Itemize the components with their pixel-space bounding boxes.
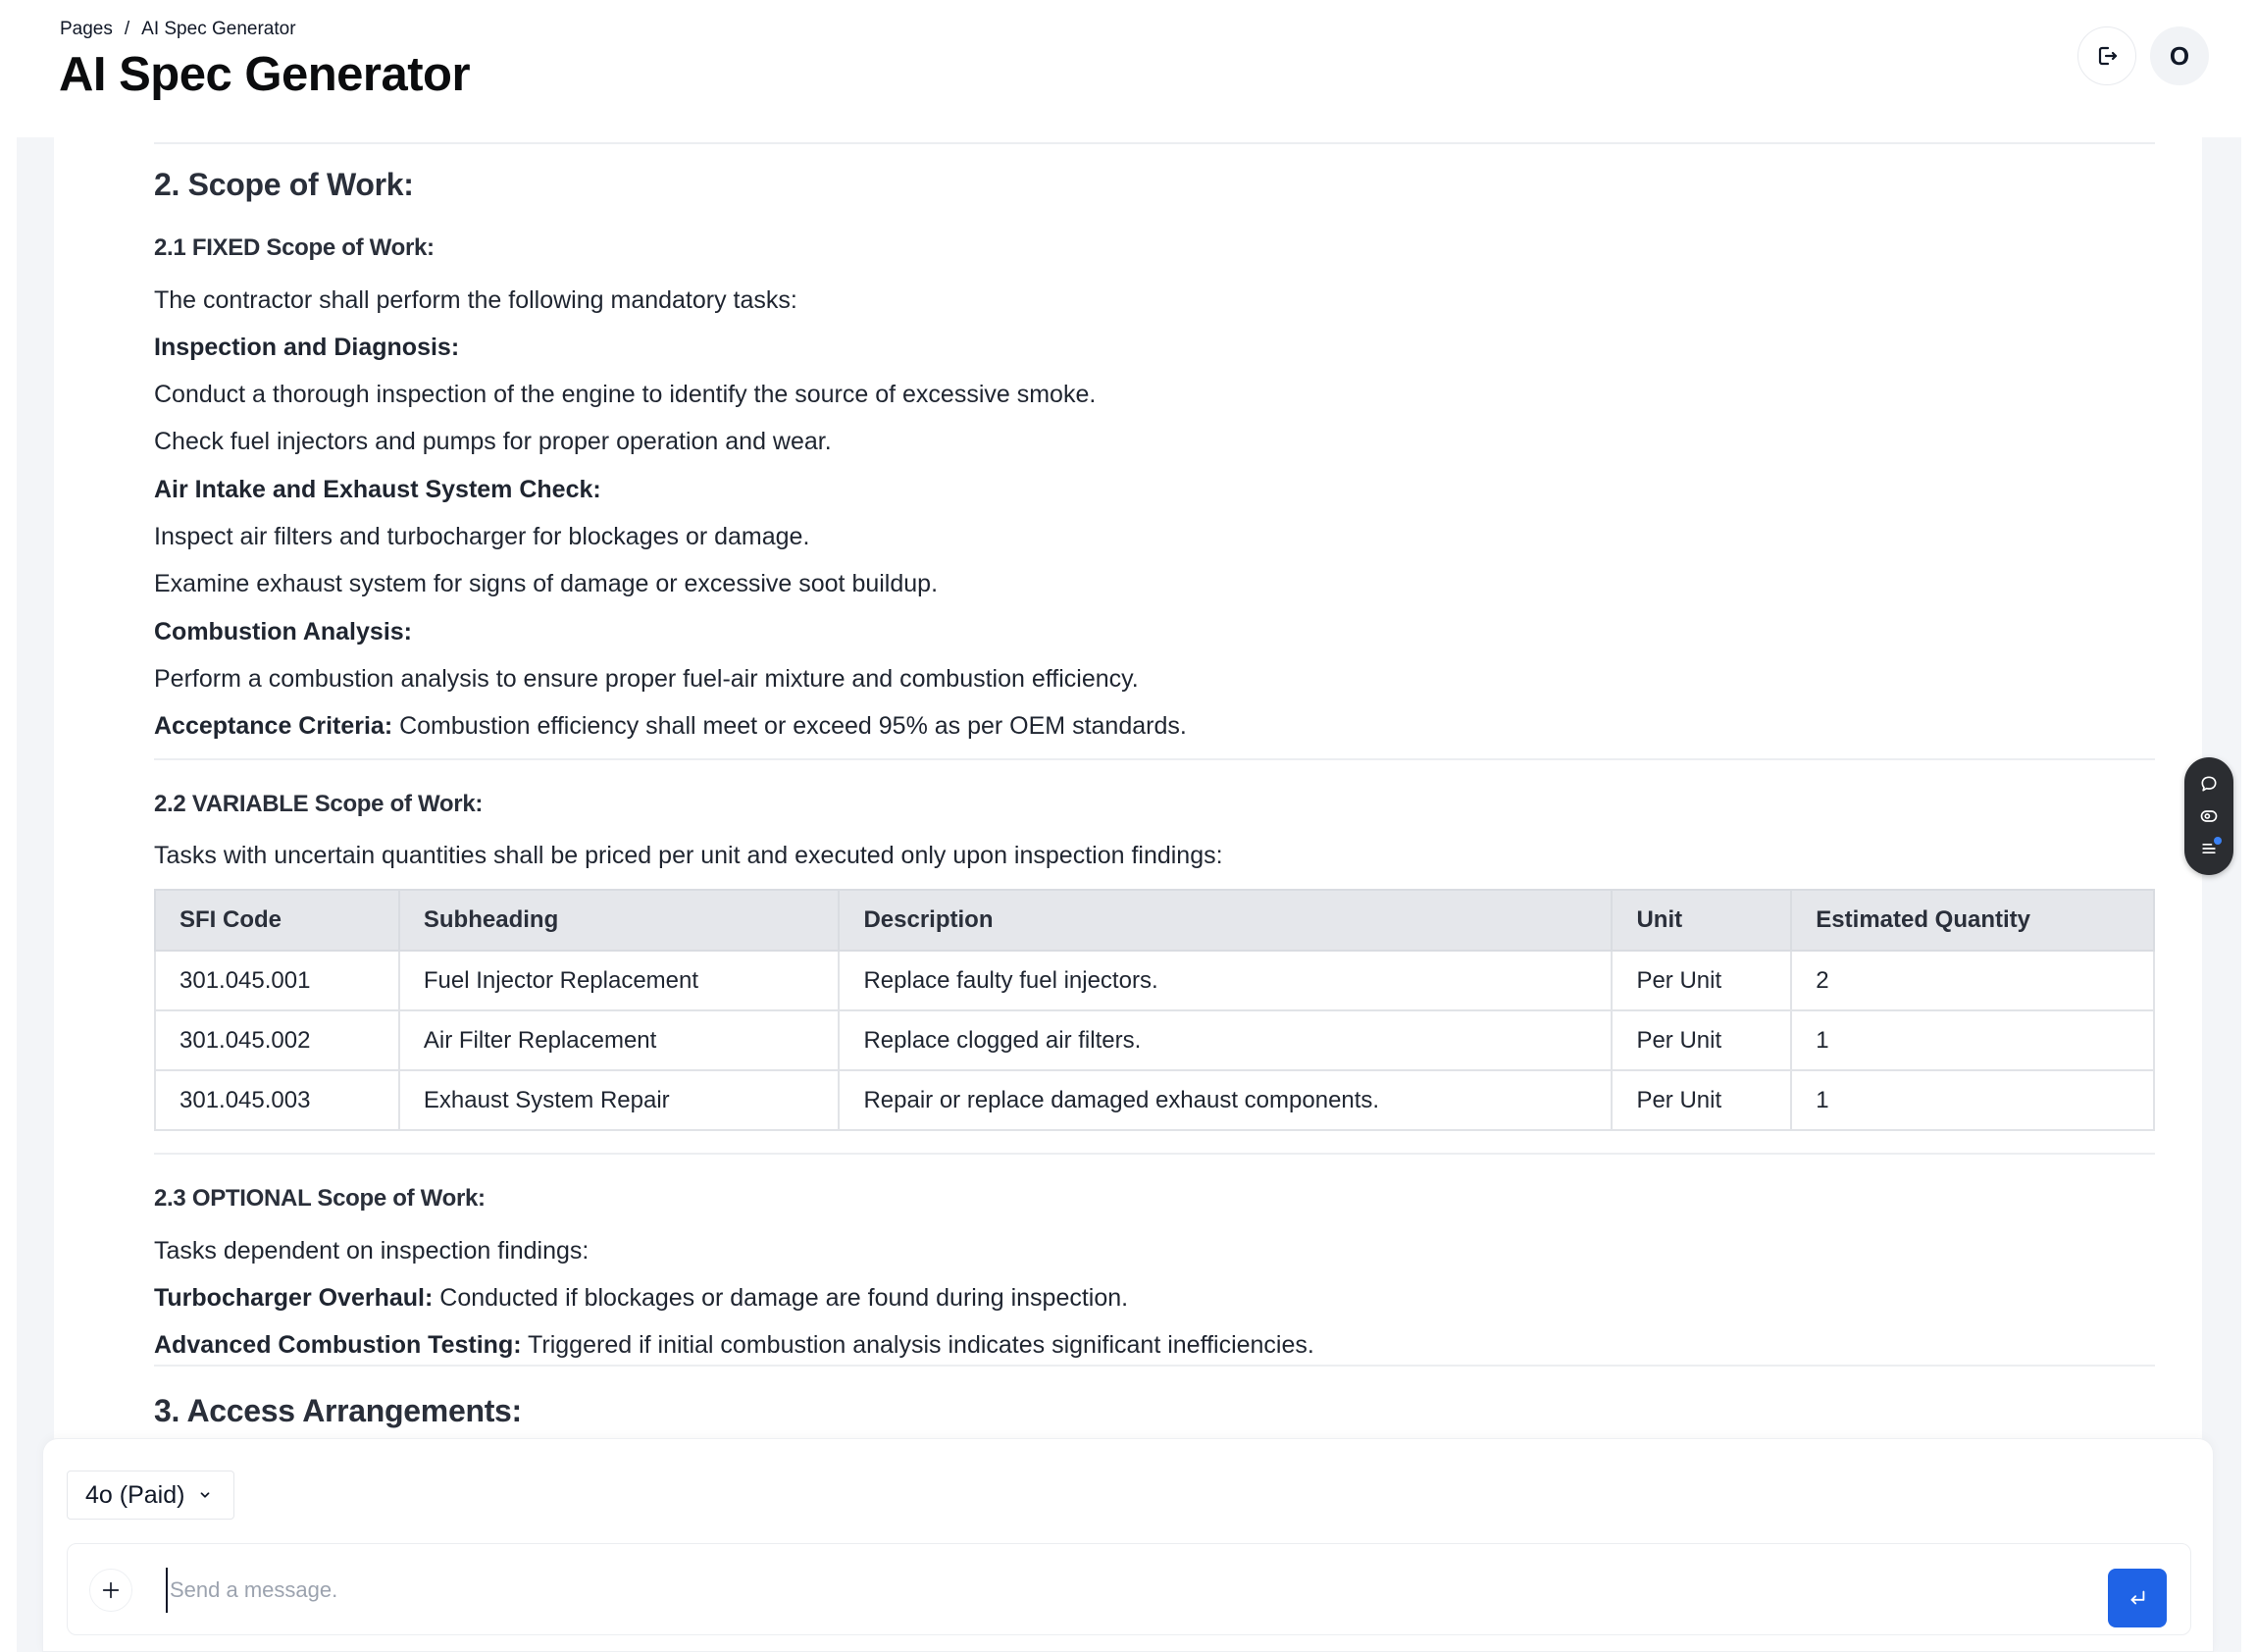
fixed-scope-heading: 2.1 FIXED Scope of Work: (154, 234, 435, 261)
unit-cell: Per Unit (1612, 1010, 1791, 1070)
comment-icon (2199, 774, 2219, 794)
model-select[interactable] (67, 1471, 234, 1520)
sfi-code-cell: 301.045.003 (155, 1070, 399, 1130)
message-composer (42, 1438, 2214, 1652)
column-header: Estimated Quantity (1791, 890, 2154, 951)
variable-scope-heading: 2.2 VARIABLE Scope of Work: (154, 791, 484, 817)
breadcrumb-separator: / (124, 19, 130, 39)
acceptance-label: Acceptance Criteria: (154, 712, 393, 740)
divider (154, 142, 2155, 144)
group-heading: Air Intake and Exhaust System Check: (154, 476, 601, 503)
table-header-row (155, 890, 2154, 951)
column-header: SFI Code (155, 890, 399, 951)
task-item: Inspect air filters and turbocharger for blockages or damage. (154, 523, 810, 550)
preview-button[interactable] (2198, 805, 2220, 827)
avatar[interactable]: O (2150, 26, 2209, 85)
sfi-code-cell: 301.045.001 (155, 951, 399, 1010)
optional-item-label: Advanced Combustion Testing: (154, 1331, 522, 1359)
breadcrumb-current: AI Spec Generator (141, 19, 296, 39)
send-button[interactable] (2108, 1569, 2167, 1627)
table-row (155, 1070, 2154, 1130)
attach-button[interactable] (89, 1569, 132, 1612)
model-select-value: 4o (Paid) (85, 1480, 185, 1509)
subheading-cell: Fuel Injector Replacement (399, 951, 840, 1010)
divider (154, 1365, 2155, 1367)
enter-icon (2127, 1587, 2148, 1609)
sfi-code-cell: 301.045.002 (155, 1010, 399, 1070)
divider (154, 1153, 2155, 1155)
quantity-cell: 2 (1791, 951, 2154, 1010)
top-bar (0, 0, 2256, 137)
top-actions (2077, 26, 2209, 85)
content-area (17, 137, 2241, 1652)
quantity-cell: 1 (1791, 1010, 2154, 1070)
side-toolbar (2184, 757, 2233, 875)
unit-cell: Per Unit (1612, 951, 1791, 1010)
page-title: AI Spec Generator (59, 48, 471, 101)
comment-button[interactable] (2198, 773, 2220, 795)
optional-item-text: Triggered if initial combustion analysis indicates significant inefficiencies. (521, 1331, 1314, 1359)
variable-scope-intro: Tasks with uncertain quantities shall be priced per unit and executed only upon inspection findings: (154, 842, 1223, 869)
optional-item-text: Conducted if blockages or damage are found during inspection. (433, 1284, 1129, 1312)
optional-scope-heading: 2.3 OPTIONAL Scope of Work: (154, 1185, 486, 1212)
fixed-scope-intro: The contractor shall perform the following mandatory tasks: (154, 286, 797, 314)
table-row (155, 1010, 2154, 1070)
description-cell: Replace clogged air filters. (839, 1010, 1612, 1070)
description-cell: Replace faulty fuel injectors. (839, 951, 1612, 1010)
logout-icon (2095, 44, 2119, 68)
column-header: Description (839, 890, 1612, 951)
plus-icon (100, 1579, 122, 1601)
task-item: Conduct a thorough inspection of the engine to identify the source of excessive smoke. (154, 381, 1097, 408)
column-header: Subheading (399, 890, 840, 951)
subheading-cell: Air Filter Replacement (399, 1010, 840, 1070)
section-2-heading: 2. Scope of Work: (154, 167, 414, 202)
optional-item (154, 1331, 1314, 1360)
task-item: Check fuel injectors and pumps for proper operation and wear. (154, 428, 832, 455)
chevron-down-icon (198, 1488, 212, 1502)
column-header: Unit (1612, 890, 1791, 951)
message-input[interactable] (166, 1568, 2029, 1613)
table-row (155, 951, 2154, 1010)
notification-dot (2214, 837, 2222, 845)
spec-document-card (54, 137, 2202, 1652)
task-item: Perform a combustion analysis to ensure proper fuel-air mixture and combustion efficiency. (154, 665, 1139, 693)
optional-scope-intro: Tasks dependent on inspection findings: (154, 1237, 590, 1265)
task-item: Examine exhaust system for signs of damage or excessive soot buildup. (154, 570, 939, 597)
optional-item-label: Turbocharger Overhaul: (154, 1284, 434, 1312)
subheading-cell: Exhaust System Repair (399, 1070, 840, 1130)
quantity-cell: 1 (1791, 1070, 2154, 1130)
acceptance-text: Combustion efficiency shall meet or exceed 95% as per OEM standards. (392, 712, 1187, 740)
message-input-container (67, 1543, 2191, 1635)
optional-item (154, 1284, 1128, 1313)
breadcrumb (60, 19, 296, 40)
group-heading: Inspection and Diagnosis: (154, 334, 460, 361)
breadcrumb-pages[interactable]: Pages (60, 19, 113, 39)
outline-button[interactable] (2198, 838, 2220, 859)
variable-scope-table (154, 889, 2155, 1131)
acceptance-criteria (154, 712, 1187, 741)
eye-icon (2199, 806, 2219, 826)
description-cell: Repair or replace damaged exhaust components. (839, 1070, 1612, 1130)
section-3-heading: 3. Access Arrangements: (154, 1393, 522, 1428)
logout-button[interactable] (2077, 26, 2136, 85)
group-heading: Combustion Analysis: (154, 618, 412, 645)
unit-cell: Per Unit (1612, 1070, 1791, 1130)
divider (154, 758, 2155, 760)
